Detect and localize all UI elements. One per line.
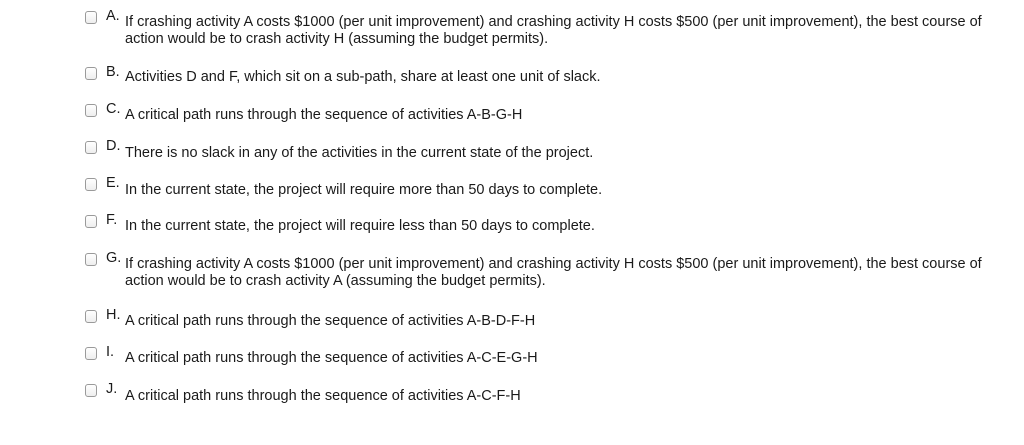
option-g-checkbox[interactable] [85, 253, 97, 266]
option-a-checkbox[interactable] [85, 11, 97, 24]
option-c-letter: C. [106, 101, 121, 117]
option-h-letter: H. [106, 307, 121, 323]
option-e-checkbox[interactable] [85, 178, 97, 191]
option-a-letter: A. [106, 8, 120, 24]
option-f-letter: F. [106, 212, 118, 228]
option-b-checkbox[interactable] [85, 67, 97, 80]
option-j-letter: J. [106, 381, 118, 397]
option-g-text: If crashing activity A costs $1000 (per unit improvement) and crashing activity H costs $500 (per unit improvement), the best course of action would be to crash activity A (assuming the budget permits). [125, 256, 982, 289]
option-d-letter: D. [106, 138, 121, 154]
option-i-text: A critical path runs through the sequence of activities A-C-E-G-H [125, 350, 538, 366]
option-c-checkbox[interactable] [85, 104, 97, 117]
option-f-text: In the current state, the project will require less than 50 days to complete. [125, 218, 595, 234]
option-b-text: Activities D and F, which sit on a sub-path, share at least one unit of slack. [125, 69, 601, 85]
option-f-checkbox[interactable] [85, 215, 97, 228]
option-b-letter: B. [106, 64, 120, 80]
option-j-text: A critical path runs through the sequence of activities A-C-F-H [125, 388, 521, 404]
option-i-checkbox[interactable] [85, 347, 97, 360]
option-j-checkbox[interactable] [85, 384, 97, 397]
option-h-checkbox[interactable] [85, 310, 97, 323]
option-e-letter: E. [106, 175, 120, 191]
option-c-text: A critical path runs through the sequence of activities A-B-G-H [125, 107, 523, 123]
option-h-text: A critical path runs through the sequence of activities A-B-D-F-H [125, 313, 536, 329]
option-a-text: If crashing activity A costs $1000 (per unit improvement) and crashing activity H costs $500 (per unit improvement), the best course of action would be to crash activity H (assuming the budget permits). [125, 14, 982, 47]
option-e-text: In the current state, the project will require more than 50 days to complete. [125, 182, 603, 198]
option-d-checkbox[interactable] [85, 141, 97, 154]
option-g-letter: G. [106, 250, 122, 266]
option-d-text: There is no slack in any of the activities in the current state of the project. [125, 145, 594, 161]
option-i-letter: I. [106, 344, 115, 360]
